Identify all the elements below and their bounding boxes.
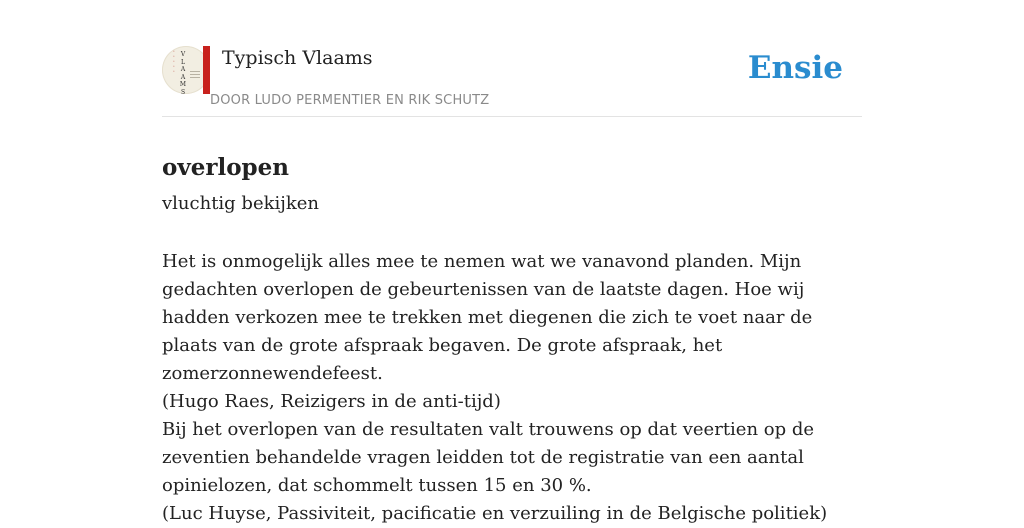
book-header xyxy=(162,44,862,117)
example-quote: Bij het overlopen van de resultaten valt trouwens op dat veertien op de zeventien behandelde vragen leidden tot de registratie van een aantal opinielozen, dat schommelt tussen 15 en 30 %. xyxy=(162,419,815,496)
book-title[interactable]: Typisch Vlaams xyxy=(222,47,373,69)
book-cover-decoration: • • • • • xyxy=(173,49,175,73)
entry-word: overlopen xyxy=(162,154,289,182)
example-quote: Het is onmogelijk alles mee te nemen wat we vanavond planden. Mijn gedachten overlopen de gebeurtenissen van de laatste dagen. Hoe wij hadden verkozen mee te trekken met diegenen die zich te voet naar de plaats van de grote afspraak begaven. De grote afspraak, het zomerzonnewendefeest. xyxy=(162,251,813,384)
book-cover-letters: V L A A M S xyxy=(179,51,187,96)
book-cover-red-strip xyxy=(203,46,210,94)
book-cover-image[interactable] xyxy=(162,46,210,94)
example-source: (Luc Huyse, Passiviteit, pacificatie en verzuiling in de Belgische politiek) xyxy=(162,503,828,524)
book-cover-text-lines xyxy=(190,71,200,80)
ensie-logo[interactable]: Ensie xyxy=(747,50,843,86)
book-authors: DOOR LUDO PERMENTIER EN RIK SCHUTZ xyxy=(210,93,490,108)
entry-definition: vluchtig bekijken xyxy=(162,193,319,214)
entry-examples xyxy=(162,248,867,528)
example-source: (Hugo Raes, Reizigers in de anti-tijd) xyxy=(162,391,501,412)
